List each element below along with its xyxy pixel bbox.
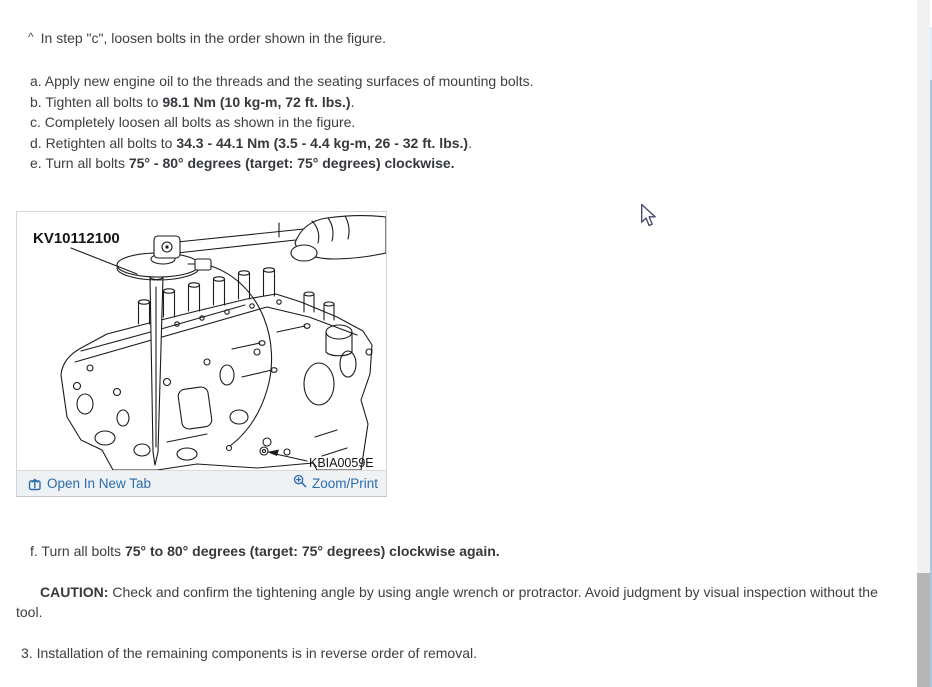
zoom-in-icon (293, 474, 307, 488)
figure-image (17, 212, 386, 470)
step-line-e: e. Turn all bolts 75° - 80° degrees (target: 75° degrees) clockwise. (30, 155, 455, 172)
footnote-text: In step "c", loosen bolts in the order shown in the figure. (40, 30, 386, 46)
step-line-a: a. Apply new engine oil to the threads and the seating surfaces of mounting bolts. (30, 73, 534, 90)
figure-card (16, 211, 387, 497)
step-3-line: 3. Installation of the remaining components is in reverse order of removal. (21, 644, 478, 661)
footnote-line (28, 28, 905, 49)
caution-label: CAUTION: (40, 583, 109, 600)
figure-toolbar (17, 470, 386, 496)
tool-label: KV10112100 (33, 230, 120, 248)
caution-text: Check and confirm the tightening angle by using angle wrench or protractor. Avoid judgment by visual inspection without the tool. (16, 583, 878, 621)
open-in-new-tab-label: Open In New Tab (47, 476, 152, 492)
step-line-d: d. Retighten all bolts to 34.3 - 44.1 Nm (3.5 - 4.4 kg-m, 26 - 32 ft. lbs.). (30, 134, 472, 151)
step-line-f: f. Turn all bolts 75° to 80° degrees (target: 75° degrees) clockwise again. (30, 543, 500, 560)
image-id-label: KBIA0059E (309, 456, 374, 471)
step-line-c: c. Completely loosen all bolts as shown in the figure. (30, 114, 356, 131)
footnote-marker: ^ (28, 30, 34, 44)
zoom-print-label: Zoom/Print (311, 476, 378, 492)
engine-line-drawing (17, 212, 386, 470)
step-line-b: b. Tighten all bolts to 98.1 Nm (10 kg-m, 72 ft. lbs.). (30, 93, 355, 110)
procedure-steps (30, 71, 905, 173)
open-in-new-tab-link[interactable] (28, 476, 151, 491)
scrollbar-thumb[interactable] (917, 573, 930, 687)
caution-paragraph (16, 582, 892, 623)
zoom-print-link[interactable] (293, 476, 378, 491)
open-in-new-tab-icon (28, 477, 42, 491)
